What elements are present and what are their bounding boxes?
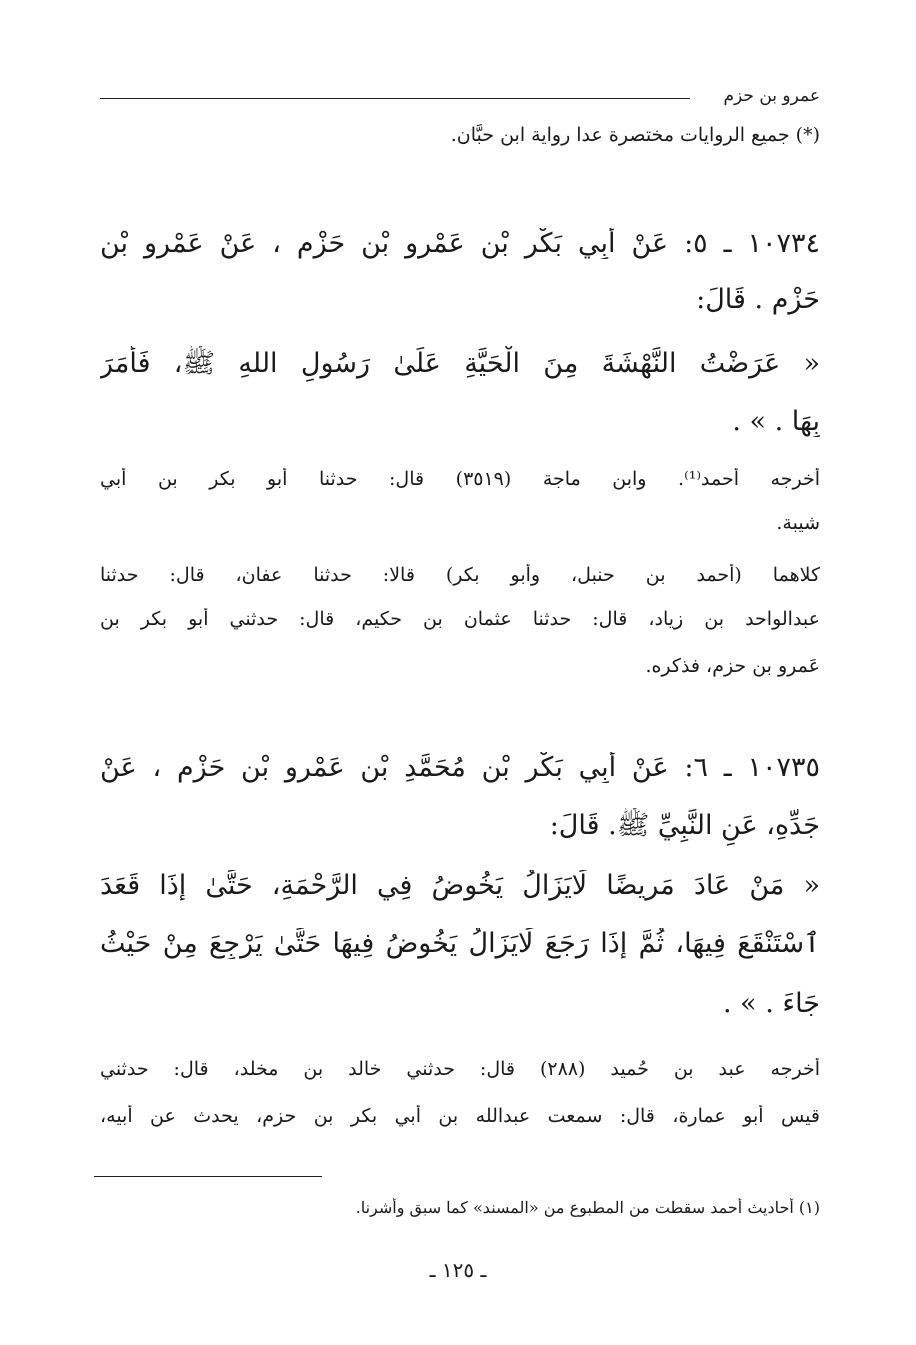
hadith-2-text-line-1: « مَنْ عَادَ مَرِيضًا لَايَزَالُ يَخُوضُ فِي الرَّحْمَةِ، حَتَّىٰ إِذَا قَعَدَ — [100, 870, 820, 901]
hadith-2-takhrij-line-2: قيس أبو عمارة، قال: سمعت عبدالله بن أبي بكر بن حزم، يحدث عن أبيه، — [100, 1105, 820, 1127]
hadith-2-text-line-2: ٱسْتَنْقَعَ فِيهَا، ثُمَّ إِذَا رَجَعَ لَايَزَالُ يَخُوضُ فِيهَا حَتَّىٰ يَرْجِعَ مِنْ حَيْثُ — [100, 928, 820, 959]
hadith-1-takhrij-line-1: أخرجه أحمد⁽¹⁾. وابن ماجة (٣٥١٩) قال: حدثنا أبو بكر بن أبي — [100, 468, 820, 490]
footnote-rule — [94, 1176, 322, 1177]
hadith-1-takhrij-line-3: كلاهما (أحمد بن حنبل، وأبو بكر) قالا: حدثنا عفان، قال: حدثنا — [100, 564, 820, 586]
hadith-1-heading-line-2: حَزْمٍ . قَالَ: — [696, 284, 820, 315]
header-title: عمرو بن حزم — [723, 86, 820, 106]
hadith-2-heading-line-1: ١٠٧٣٥ ـ ٦: عَنْ أَبِي بَكْرِ بْنِ مُحَمَّدِ بْنِ عَمْرِو بْنِ حَزْمٍ ، عَنْ — [100, 752, 820, 783]
hadith-1-text-line-2: بِهَا . » . — [732, 406, 820, 437]
hadith-1-takhrij-line-2: شيبة. — [776, 512, 820, 534]
header-rule — [100, 98, 690, 99]
hadith-2-text-line-3: جَاءَ . » . — [722, 988, 820, 1019]
hadith-1-text-line-1: « عَرَضْتُ النَّهْشَةَ مِنَ الْحَيَّةِ عَلَىٰ رَسُولِ اللهِ ﷺ، فَأَمَرَ — [100, 348, 820, 379]
footnote: (١) أحاديث أحمد سقطت من المطبوع من «المسند» كما سبق وأشرنا. — [355, 1198, 820, 1217]
intro-note: (*) جميع الروايات مختصرة عدا رواية ابن حبَّان. — [450, 124, 820, 146]
hadith-1-heading-line-1: ١٠٧٣٤ ـ ٥: عَنْ أَبِي بَكْرِ بْنِ عَمْرِو بْنِ حَزْمٍ ، عَنْ عَمْرِو بْنِ — [100, 228, 820, 259]
page-number: ـ ١٢٥ ـ — [429, 1258, 487, 1282]
hadith-1-takhrij-line-4: عبدالواحد بن زياد، قال: حدثنا عثمان بن حكيم، قال: حدثني أبو بكر بن — [100, 608, 820, 630]
hadith-2-heading-line-2: جَدِّهِ، عَنِ النَّبِيِّ ﷺ. قَالَ: — [549, 810, 820, 841]
hadith-2-takhrij-line-1: أخرجه عبد بن حُميد (٢٨٨) قال: حدثني خالد بن مخلد، قال: حدثني — [100, 1058, 820, 1080]
running-header — [100, 86, 820, 110]
hadith-1-takhrij-line-5: عَمرو بن حزم، فذكره. — [645, 655, 820, 677]
